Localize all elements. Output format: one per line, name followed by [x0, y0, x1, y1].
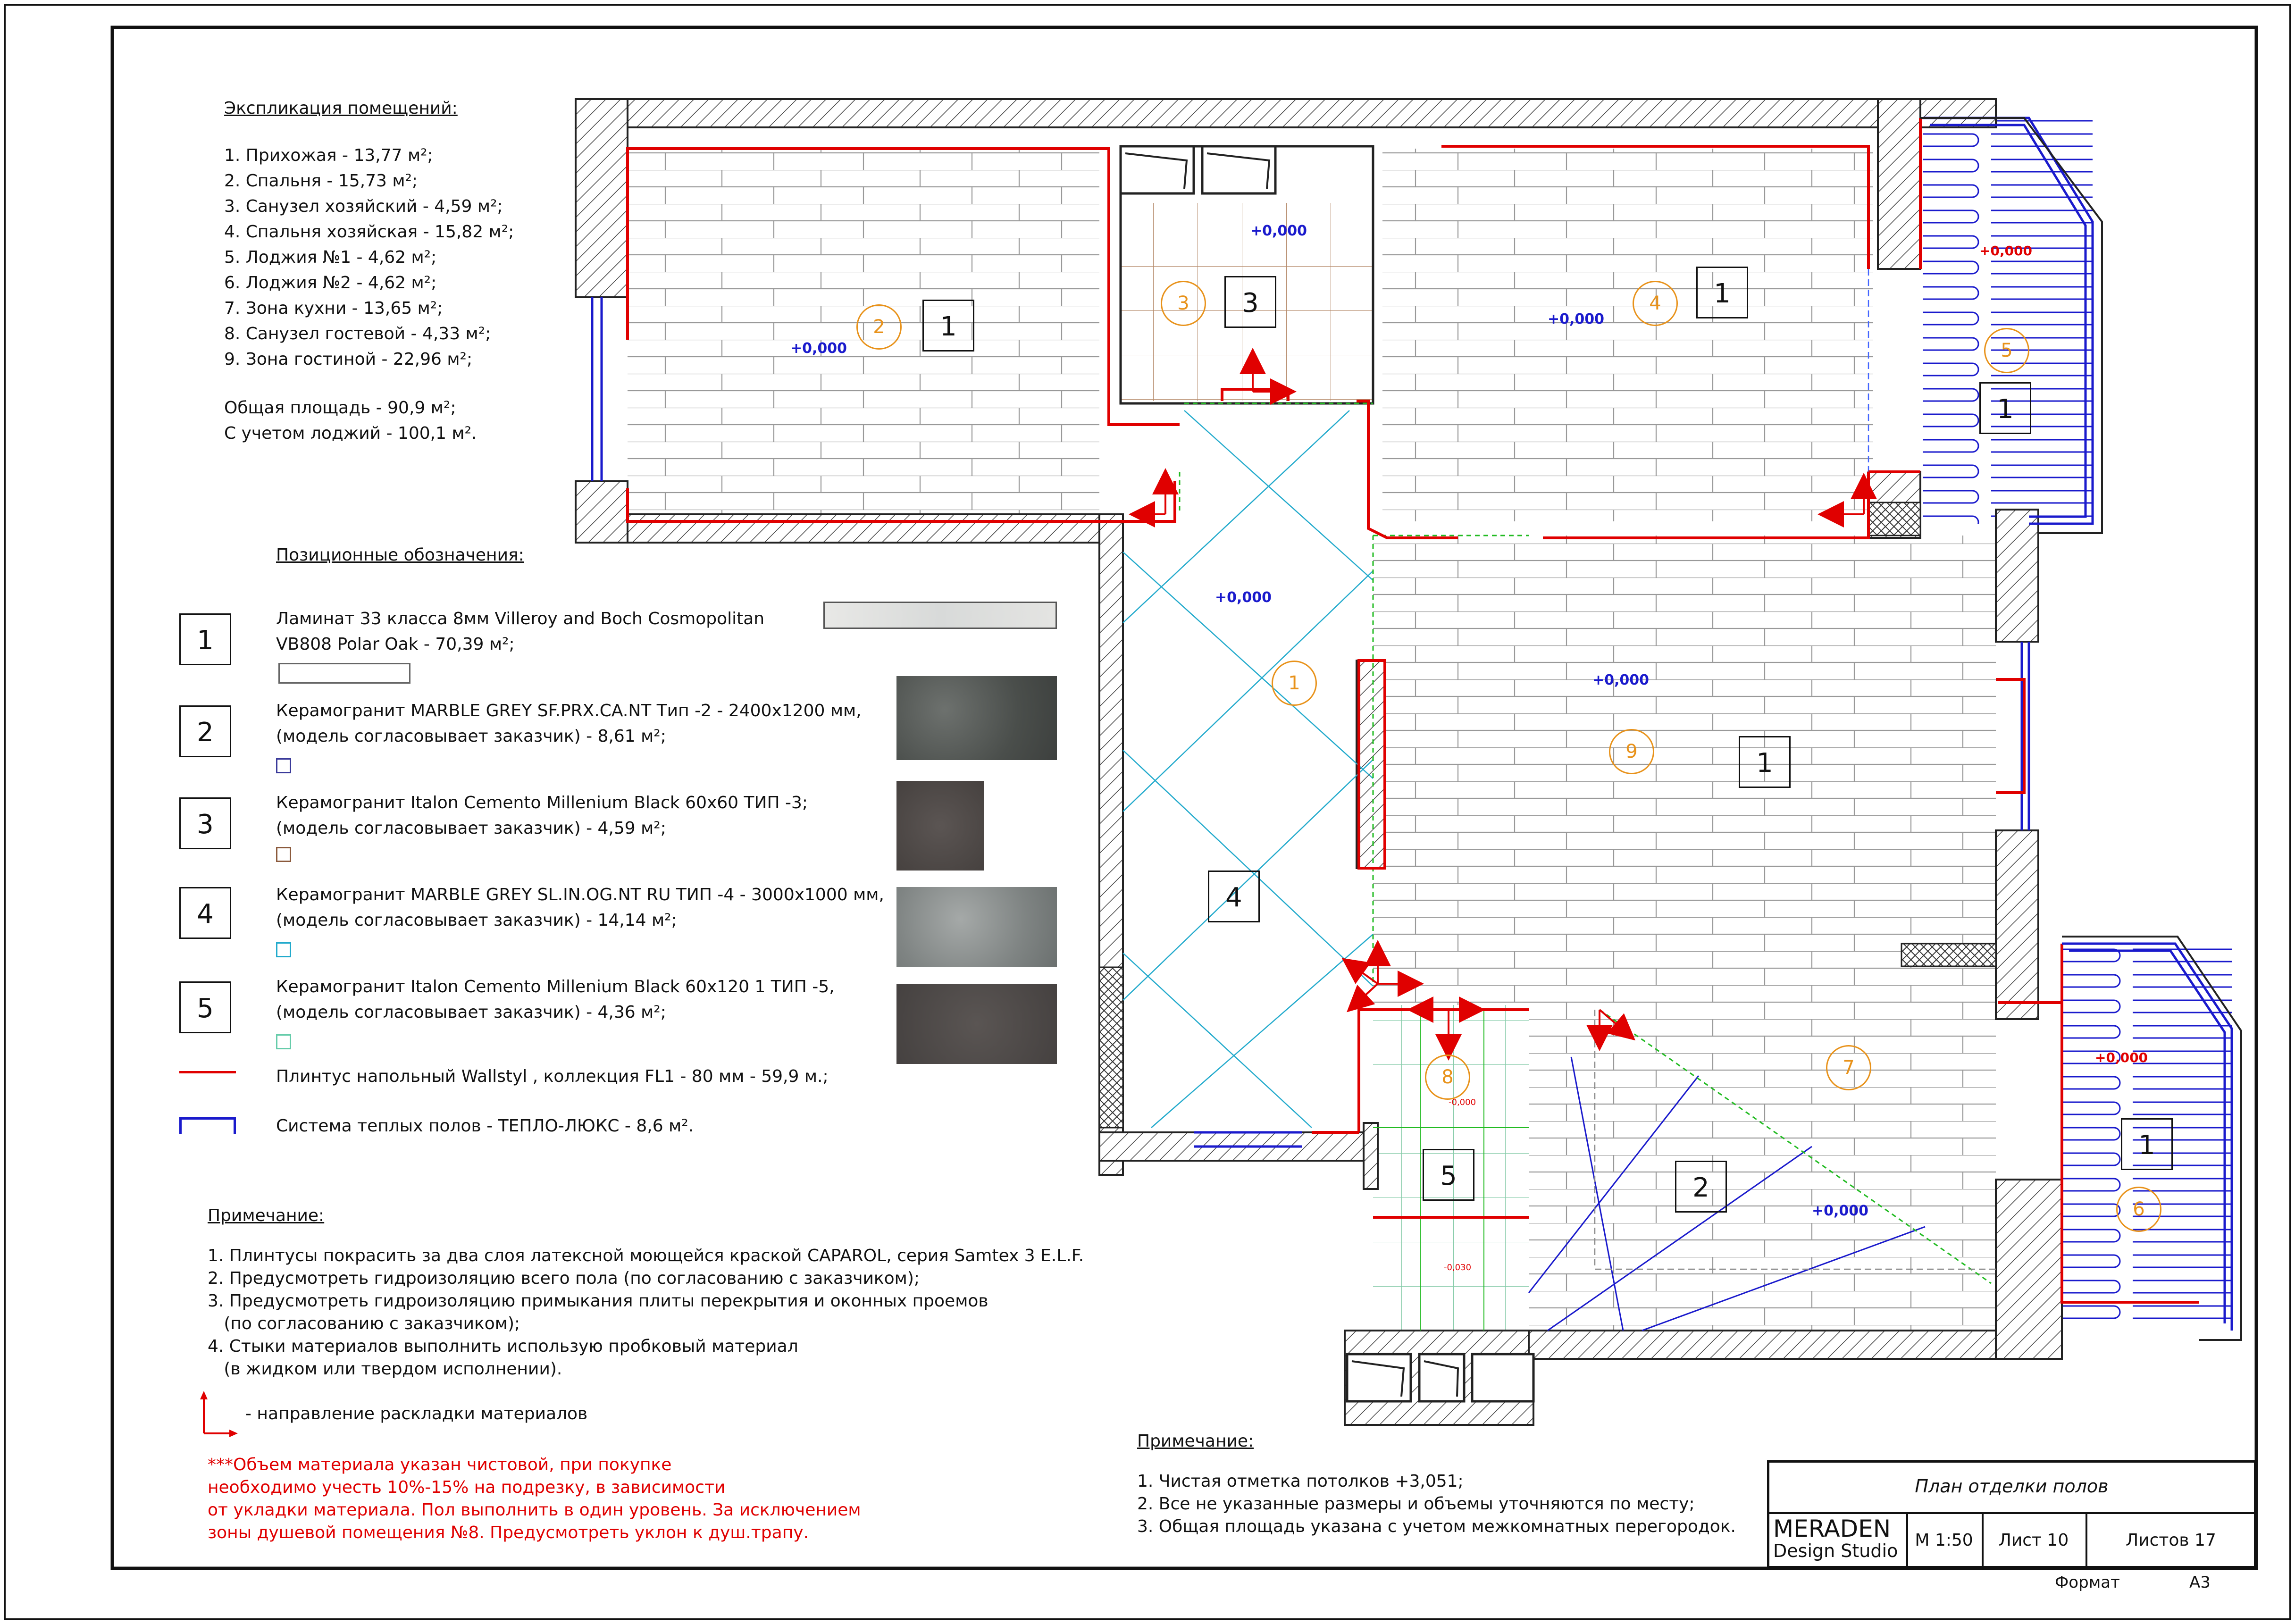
- room-9-floor: [1373, 536, 1996, 1007]
- material-tag: 1: [2121, 1118, 2173, 1170]
- room-number: 3: [1161, 281, 1206, 326]
- legend-text: Керамогранит MARBLE GREY SF.PRX.CA.NT Тип -2 - 2400х1200 мм,: [276, 701, 862, 720]
- notes-right-title: Примечание:: [1137, 1431, 1254, 1451]
- legend-number: 4: [179, 887, 231, 939]
- level-mark: +0,000: [1592, 672, 1650, 688]
- level-mark: +0,000: [1979, 243, 2033, 259]
- cemento-sample: [896, 781, 984, 871]
- marble-grey-sample: [896, 676, 1057, 760]
- note-line: 2. Предусмотреть гидроизоляцию всего пола (по согласованию с заказчиком);: [208, 1269, 920, 1288]
- plinth-legend: Плинтус напольный Wallstyl , коллекция FL1 - 80 мм - 59,9 м.;: [276, 1067, 829, 1086]
- sheet-count: Листов 17: [2126, 1531, 2216, 1550]
- material-tag: 4: [1208, 871, 1260, 922]
- company-name: MERADEN: [1773, 1515, 1891, 1542]
- room-line: 4. Спальня хозяйская - 15,82 м²;: [224, 222, 514, 242]
- warning-line: зоны душевой помещения №8. Предусмотреть уклон к душ.трапу.: [208, 1523, 809, 1542]
- warning-line: от укладки материала. Пол выполнить в один уровень. За исключением: [208, 1500, 861, 1520]
- note-line: 1. Плинтусы покрасить за два слоя латексной моющейся краской CAPAROL, серия Samtex 3 E.L.F.: [208, 1246, 1084, 1265]
- legend-number: 1: [179, 613, 231, 665]
- marble-grey-sl-sample: [896, 887, 1057, 967]
- legend-text: Керамогранит Italon Cemento Millenium Black 60х120 1 ТИП -5,: [276, 977, 835, 996]
- legend-color-square: [276, 758, 291, 773]
- legend-color-square: [276, 942, 291, 957]
- legend-text: (модель согласовывает заказчик) - 4,59 м²;: [276, 819, 666, 838]
- arrow-note: - направление раскладки материалов: [245, 1404, 588, 1423]
- room-line: 7. Зона кухни - 13,65 м²;: [224, 299, 443, 318]
- note-line: 3. Общая площадь указана с учетом межкомнатных перегородок.: [1137, 1517, 1736, 1536]
- room-number: 4: [1633, 281, 1678, 326]
- laminate-sample-strip: [278, 663, 410, 684]
- plinth-line-sample: [179, 1071, 236, 1073]
- legend-number: 3: [179, 797, 231, 849]
- format-value: А3: [2189, 1573, 2211, 1592]
- drawing-title: План отделки полов: [1915, 1476, 2109, 1497]
- room-line: 8. Санузел гостевой - 4,33 м²;: [224, 324, 491, 343]
- room-number: 6: [2116, 1187, 2161, 1232]
- warning-line: ***Объем материала указан чистовой, при покупке: [208, 1455, 672, 1474]
- room-number: 8: [1425, 1055, 1470, 1100]
- room-number: 1: [1272, 661, 1317, 706]
- room-line: 2. Спальня - 15,73 м²;: [224, 171, 418, 191]
- legend-text: (модель согласовывает заказчик) - 4,36 м²;: [276, 1003, 666, 1022]
- scale-value: М 1:50: [1915, 1531, 1973, 1550]
- level-mark: +0,000: [1215, 589, 1272, 606]
- room-4-floor: [1382, 149, 1873, 521]
- note-line: 3. Предусмотреть гидроизоляцию примыкания плиты перекрытия и оконных проемов: [208, 1291, 988, 1311]
- legend-color-square: [276, 1034, 291, 1049]
- sheet-number: Лист 10: [1998, 1531, 2069, 1550]
- room-line: 5. Лоджия №1 - 4,62 м²;: [224, 248, 437, 267]
- legend-text: (модель согласовывает заказчик) - 8,61 м²;: [276, 727, 666, 746]
- material-tag: 1: [922, 300, 974, 352]
- legend-text: (модель согласовывает заказчик) - 14,14 м²;: [276, 911, 677, 930]
- room-1-floor: [1123, 410, 1373, 1132]
- legend-text: Керамогранит Italon Cemento Millenium Black 60х60 ТИП -3;: [276, 793, 808, 812]
- legend-text: VB808 Polar Oak - 70,39 м²;: [276, 635, 515, 654]
- explication-title: Экспликация помещений:: [224, 99, 458, 118]
- studio-name: Design Studio: [1773, 1540, 1898, 1561]
- note-line: 4. Стыки материалов выполнить использую пробковый материал: [208, 1337, 798, 1356]
- material-tag: 1: [1739, 736, 1791, 788]
- warning-line: необходимо учесть 10%-15% на подрезку, в зависимости: [208, 1478, 726, 1497]
- level-mark-small: -0,030: [1444, 1263, 1472, 1272]
- room-7-floor: [1529, 1007, 1996, 1338]
- note-line: (в жидком или твердом исполнении).: [208, 1359, 562, 1379]
- level-mark: +0,000: [1250, 223, 1307, 239]
- title-block-divider: [1767, 1512, 2256, 1514]
- material-tag: 1: [1696, 267, 1748, 318]
- format-label: Формат: [2055, 1573, 2120, 1592]
- level-mark: +0,000: [1548, 311, 1605, 327]
- heating-line-sample: [179, 1117, 236, 1134]
- room-number: 7: [1826, 1045, 1871, 1090]
- heating-legend: Система теплых полов - ТЕПЛО-ЛЮКС - 8,6 м².: [276, 1116, 694, 1136]
- note-line: 2. Все не указанные размеры и объемы уточняются по месту;: [1137, 1494, 1695, 1514]
- room-number: 5: [1984, 328, 2029, 373]
- room-line: 9. Зона гостиной - 22,96 м²;: [224, 350, 473, 369]
- legend-number: 5: [179, 981, 231, 1033]
- direction-arrow-icon: [198, 1387, 241, 1439]
- material-tag: 3: [1224, 276, 1276, 328]
- legend-number: 2: [179, 705, 231, 757]
- legend-title: Позиционные обозначения:: [276, 545, 524, 565]
- material-tag: 1: [1979, 382, 2031, 434]
- level-mark: +0,000: [790, 340, 847, 357]
- material-tag: 5: [1423, 1149, 1474, 1201]
- material-tag: 2: [1675, 1161, 1727, 1213]
- level-mark-small: -0,000: [1449, 1097, 1476, 1107]
- legend-text: Керамогранит MARBLE GREY SL.IN.OG.NT RU ТИП -4 - 3000х1000 мм,: [276, 885, 884, 904]
- legend-text: Ламинат 33 класса 8мм Villeroy and Boch Cosmopolitan: [276, 609, 765, 628]
- laminate-sample-image: [823, 602, 1057, 629]
- room-number: 2: [856, 304, 902, 350]
- room-line: 3. Санузел хозяйский - 4,59 м²;: [224, 197, 503, 216]
- legend-color-square: [276, 847, 291, 862]
- room-line: 6. Лоджия №2 - 4,62 м²;: [224, 273, 437, 293]
- level-mark: +0,000: [1812, 1203, 1869, 1219]
- total-area: Общая площадь - 90,9 м²;: [224, 398, 456, 418]
- total-area-loggia: С учетом лоджий - 100,1 м².: [224, 424, 477, 443]
- room-number: 9: [1609, 729, 1654, 774]
- room-line: 1. Прихожая - 13,77 м²;: [224, 146, 433, 165]
- note-line: (по согласованию с заказчиком);: [208, 1314, 520, 1333]
- level-mark: +0,000: [2095, 1050, 2148, 1065]
- note-line: 1. Чистая отметка потолков +3,051;: [1137, 1472, 1464, 1491]
- cemento-60x120-sample: [896, 984, 1057, 1064]
- notes-left-title: Примечание:: [208, 1206, 325, 1225]
